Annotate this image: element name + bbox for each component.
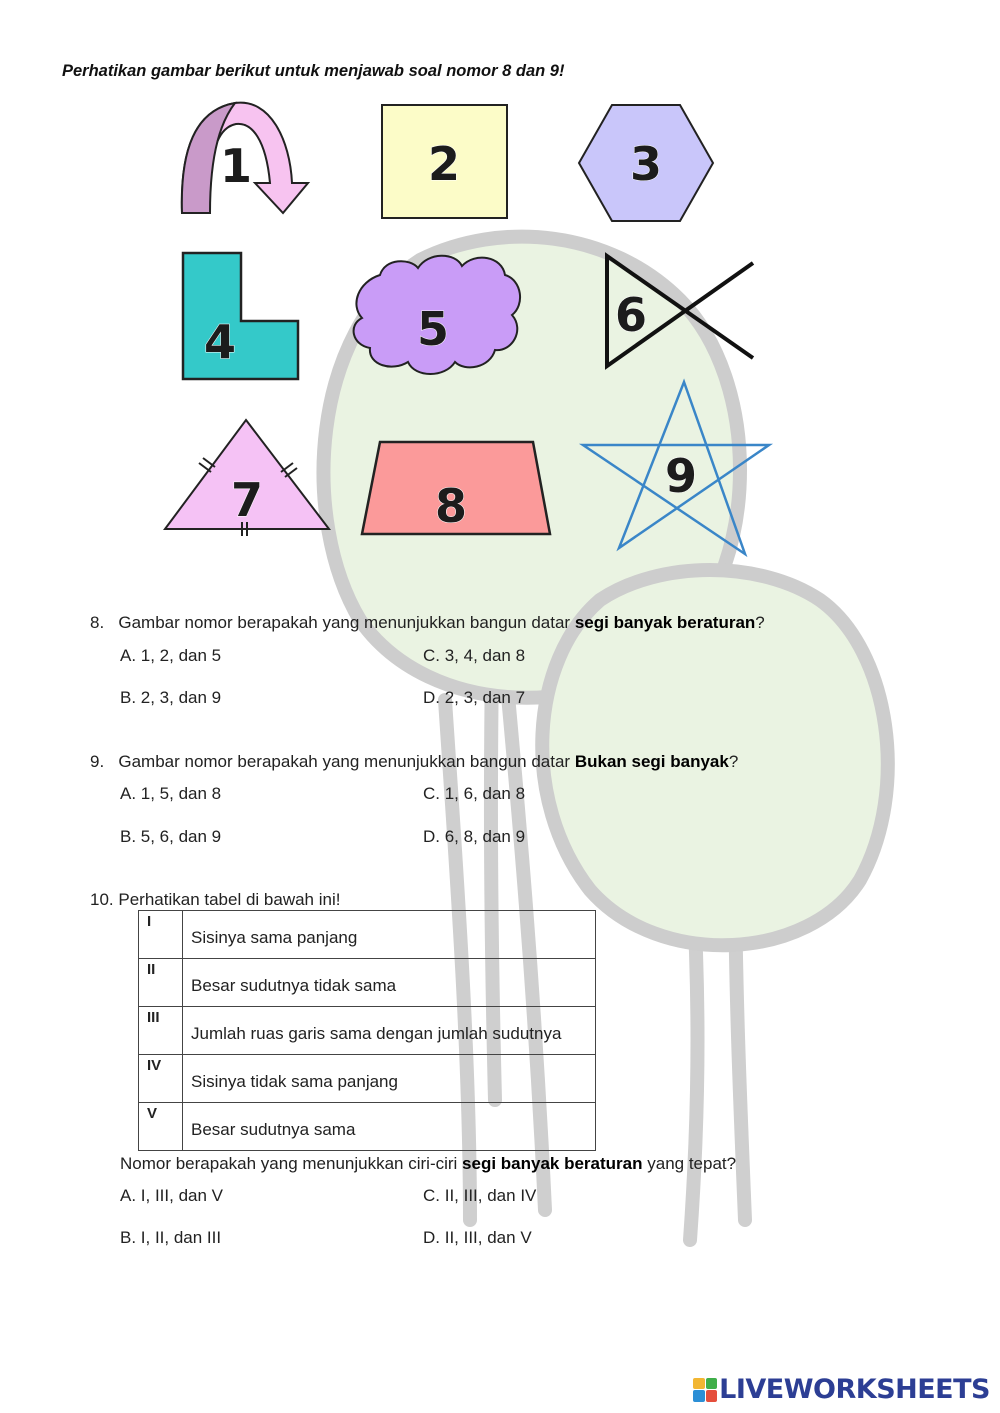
table-row bbox=[139, 1007, 596, 1055]
shape-number: 1 bbox=[219, 139, 253, 193]
shape-number: 3 bbox=[629, 137, 663, 191]
question-bold-text: segi banyak beraturan bbox=[462, 1154, 643, 1173]
row-number: IV bbox=[139, 1055, 183, 1103]
q9-option-d[interactable]: D. 6, 8, dan 9 bbox=[423, 827, 526, 846]
liveworksheets-logo bbox=[693, 1374, 990, 1405]
properties-table bbox=[138, 910, 596, 1151]
question-bold-text: Bukan segi banyak bbox=[574, 752, 729, 771]
question-text: Nomor berapakah yang menunjukkan ciri-ciri bbox=[120, 1154, 463, 1173]
shape-number: 6 bbox=[614, 288, 648, 342]
q8-option-a[interactable]: A. 1, 2, dan 5 bbox=[120, 646, 222, 665]
shape-5-cloud bbox=[354, 256, 520, 374]
row-number: I bbox=[139, 911, 183, 959]
question-10-prompt bbox=[120, 1154, 736, 1174]
question-text: Gambar nomor berapakah yang menunjukkan bangun datar bbox=[118, 752, 575, 771]
q8-option-b[interactable]: B. 2, 3, dan 9 bbox=[120, 688, 222, 707]
q9-option-b[interactable]: B. 5, 6, dan 9 bbox=[120, 827, 222, 846]
shape-number: 2 bbox=[427, 137, 461, 191]
q10-option-a[interactable]: A. I, III, dan V bbox=[120, 1186, 223, 1205]
row-text: Besar sudutnya tidak sama bbox=[183, 959, 596, 1007]
shape-number: 4 bbox=[203, 315, 237, 369]
table-row bbox=[139, 959, 596, 1007]
instruction-text: Perhatikan gambar berikut untuk menjawab soal nomor 8 dan 9! bbox=[62, 62, 565, 80]
question-text: Perhatikan tabel di bawah ini! bbox=[118, 890, 341, 909]
question-bold-text: segi banyak beraturan bbox=[574, 613, 756, 632]
question-number: 9. bbox=[90, 752, 105, 771]
row-number: II bbox=[139, 959, 183, 1007]
row-text: Besar sudutnya sama bbox=[183, 1103, 596, 1151]
q10-option-c[interactable]: C. II, III, dan IV bbox=[423, 1186, 537, 1205]
shape-number: 9 bbox=[664, 449, 698, 503]
q8-option-c[interactable]: C. 3, 4, dan 8 bbox=[423, 646, 526, 665]
question-text-end: yang tepat? bbox=[642, 1154, 737, 1173]
row-text: Sisinya tidak sama panjang bbox=[183, 1055, 596, 1103]
shape-1-curved-arrow bbox=[182, 103, 308, 213]
question-number: 10. bbox=[90, 890, 114, 909]
shape-2-square bbox=[382, 105, 507, 218]
row-text: Sisinya sama panjang bbox=[183, 911, 596, 959]
shape-number: 7 bbox=[230, 473, 264, 527]
question-8 bbox=[90, 613, 765, 633]
logo-mark-icon bbox=[693, 1378, 717, 1402]
q8-option-d[interactable]: D. 2, 3, dan 7 bbox=[423, 688, 526, 707]
shape-number: 8 bbox=[434, 479, 468, 533]
row-text: Jumlah ruas garis sama dengan jumlah sudutnya bbox=[183, 1007, 596, 1055]
logo-text: LIVEWORKSHEETS bbox=[719, 1374, 990, 1405]
shape-4-l-shape bbox=[183, 253, 298, 379]
table-row bbox=[139, 1103, 596, 1151]
q10-option-b[interactable]: B. I, II, dan III bbox=[120, 1228, 222, 1247]
shape-9-star bbox=[583, 382, 769, 554]
row-number: III bbox=[139, 1007, 183, 1055]
row-number: V bbox=[139, 1103, 183, 1151]
question-text: Gambar nomor berapakah yang menunjukkan bangun datar bbox=[118, 613, 575, 632]
table-row bbox=[139, 1055, 596, 1103]
table-row bbox=[139, 911, 596, 959]
question-number: 8. bbox=[90, 613, 105, 632]
question-10 bbox=[90, 890, 340, 910]
q9-option-a[interactable]: A. 1, 5, dan 8 bbox=[120, 784, 222, 803]
shapes-figure bbox=[0, 0, 1000, 600]
q10-option-d[interactable]: D. II, III, dan V bbox=[423, 1228, 532, 1247]
shape-8-trapezoid bbox=[362, 442, 550, 534]
question-text-end: ? bbox=[728, 752, 739, 771]
q9-option-c[interactable]: C. 1, 6, dan 8 bbox=[423, 784, 526, 803]
question-text-end: ? bbox=[755, 613, 765, 632]
question-9 bbox=[90, 752, 738, 772]
shape-3-hexagon bbox=[579, 105, 713, 221]
shape-6-crossed-triangle bbox=[607, 256, 753, 366]
shape-7-triangle bbox=[165, 420, 329, 536]
shape-number: 5 bbox=[416, 302, 450, 356]
